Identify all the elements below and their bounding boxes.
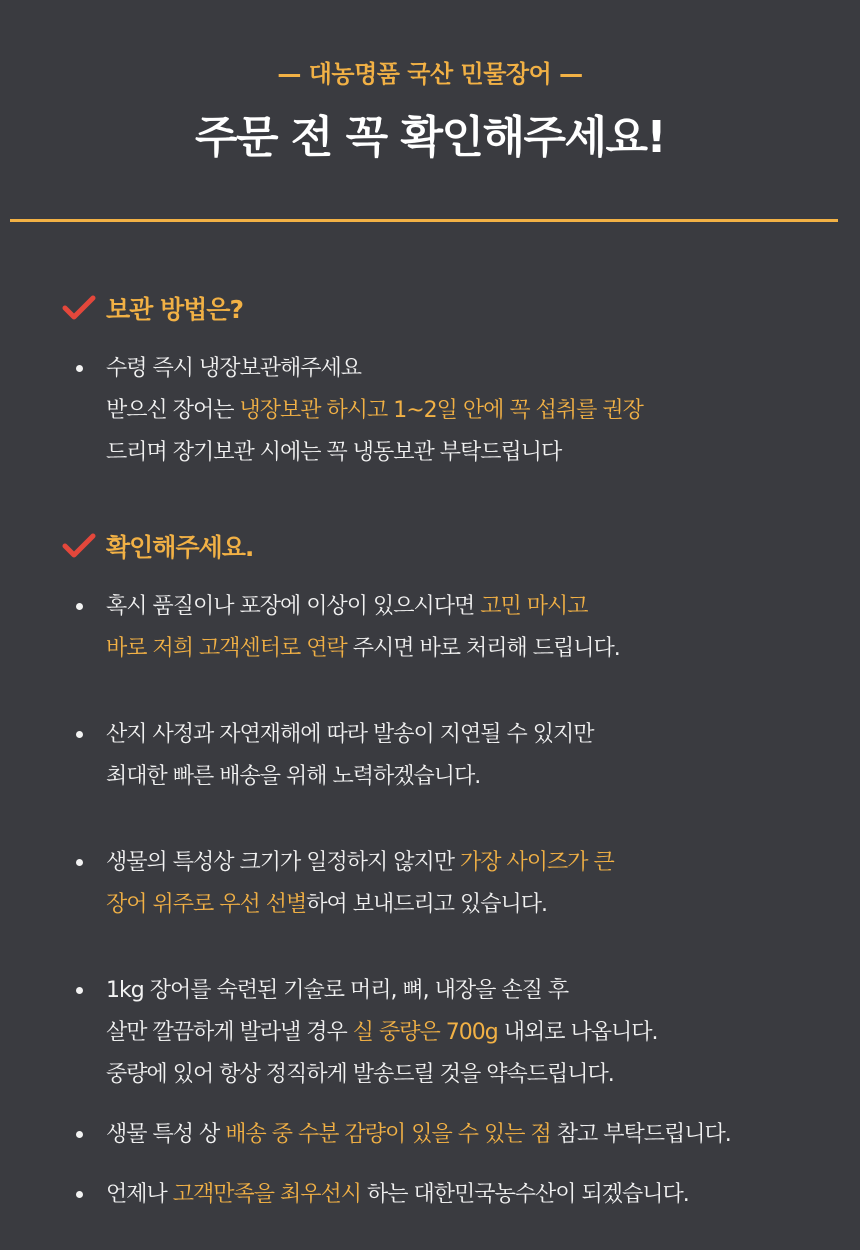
body-text: 드리며 장기보관 시에는 꼭 냉동보관 부탁드립니다 — [106, 440, 562, 465]
text-line — [106, 884, 840, 926]
text-line — [106, 586, 840, 628]
bullet-icon — [76, 1191, 83, 1198]
body-text: 혹시 품질이나 포장에 이상이 있으시다면 — [106, 594, 481, 619]
body-text: 산지 사정과 자연재해에 따라 발송이 지연될 수 있지만 — [106, 722, 594, 747]
storage-list — [62, 348, 840, 474]
bullet-icon — [76, 603, 83, 610]
body-text: 하는 대한민국농수산이 되겠습니다. — [361, 1182, 689, 1207]
text-line — [106, 842, 840, 884]
confirm-heading: 확인해주세요. — [106, 533, 254, 562]
check-icon — [62, 532, 96, 560]
text-line — [106, 756, 840, 798]
body-text: 1kg 장어를 숙련된 기술로 머리, 뼈, 내장을 손질 후 — [106, 978, 569, 1003]
highlight-text: 실 중량은 700g — [352, 1020, 498, 1045]
list-item — [62, 586, 840, 670]
body-text: 생물 특성 상 — [106, 1122, 226, 1147]
confirm-list — [62, 586, 840, 1216]
text-line — [106, 1012, 840, 1054]
text-line — [106, 348, 840, 390]
list-item — [62, 1114, 840, 1156]
body-text: 수령 즉시 냉장보관해주세요 — [106, 356, 362, 381]
body-text: 받으신 장어는 — [106, 398, 240, 423]
bullet-icon — [76, 731, 83, 738]
check-icon — [62, 294, 96, 322]
confirm-heading-row — [62, 528, 840, 564]
text-line — [106, 714, 840, 756]
list-item — [62, 348, 840, 474]
list-item — [62, 970, 840, 1096]
highlight-text: 가장 사이즈가 큰 — [460, 850, 614, 875]
brand-subtitle: — 대농명품 국산 민물장어 — — [277, 60, 583, 88]
body-text: 최대한 빠른 배송을 위해 노력하겠습니다. — [106, 764, 481, 789]
list-item — [62, 714, 840, 798]
body-text: 주시면 바로 처리해 드립니다. — [346, 636, 620, 661]
body-text: 살만 깔끔하게 발라낼 경우 — [106, 1020, 353, 1045]
confirm-section — [62, 528, 840, 1216]
highlight-text: 고객만족을 최우선시 — [172, 1182, 362, 1207]
text-line — [106, 432, 840, 474]
bullet-icon — [76, 859, 83, 866]
highlight-text: 바로 저희 고객센터로 연락 — [106, 636, 347, 661]
body-text: 중량에 있어 항상 정직하게 발송드릴 것을 약속드립니다. — [106, 1062, 614, 1087]
bullet-icon — [76, 987, 83, 994]
storage-section — [62, 290, 840, 474]
divider — [10, 219, 838, 222]
body-text: 참고 부탁드립니다. — [550, 1122, 731, 1147]
body-text: 하여 보내드리고 있습니다. — [306, 892, 548, 917]
page-title: 주문 전 꼭 확인해주세요! — [194, 112, 666, 163]
list-item — [62, 1174, 840, 1216]
highlight-text: 고민 마시고 — [480, 594, 588, 619]
text-line — [106, 1174, 840, 1216]
bullet-icon — [76, 1131, 83, 1138]
storage-heading-row — [62, 290, 840, 326]
storage-heading: 보관 방법은? — [106, 295, 243, 324]
highlight-text: 냉장보관 하시고 1~2일 안에 꼭 섭취를 권장 — [239, 398, 643, 423]
text-line — [106, 390, 840, 432]
text-line — [106, 1054, 840, 1096]
list-item — [62, 842, 840, 926]
highlight-text: 장어 위주로 우선 선별 — [106, 892, 307, 917]
text-line — [106, 1114, 840, 1156]
text-line — [106, 628, 840, 670]
highlight-text: 배송 중 수분 감량이 있을 수 있는 점 — [225, 1122, 551, 1147]
bullet-icon — [76, 365, 83, 372]
body-text: 언제나 — [106, 1182, 173, 1207]
text-line — [106, 970, 840, 1012]
header — [0, 0, 860, 166]
body-text: 내외로 나옵니다. — [497, 1020, 658, 1045]
body-text: 생물의 특성상 크기가 일정하지 않지만 — [106, 850, 460, 875]
